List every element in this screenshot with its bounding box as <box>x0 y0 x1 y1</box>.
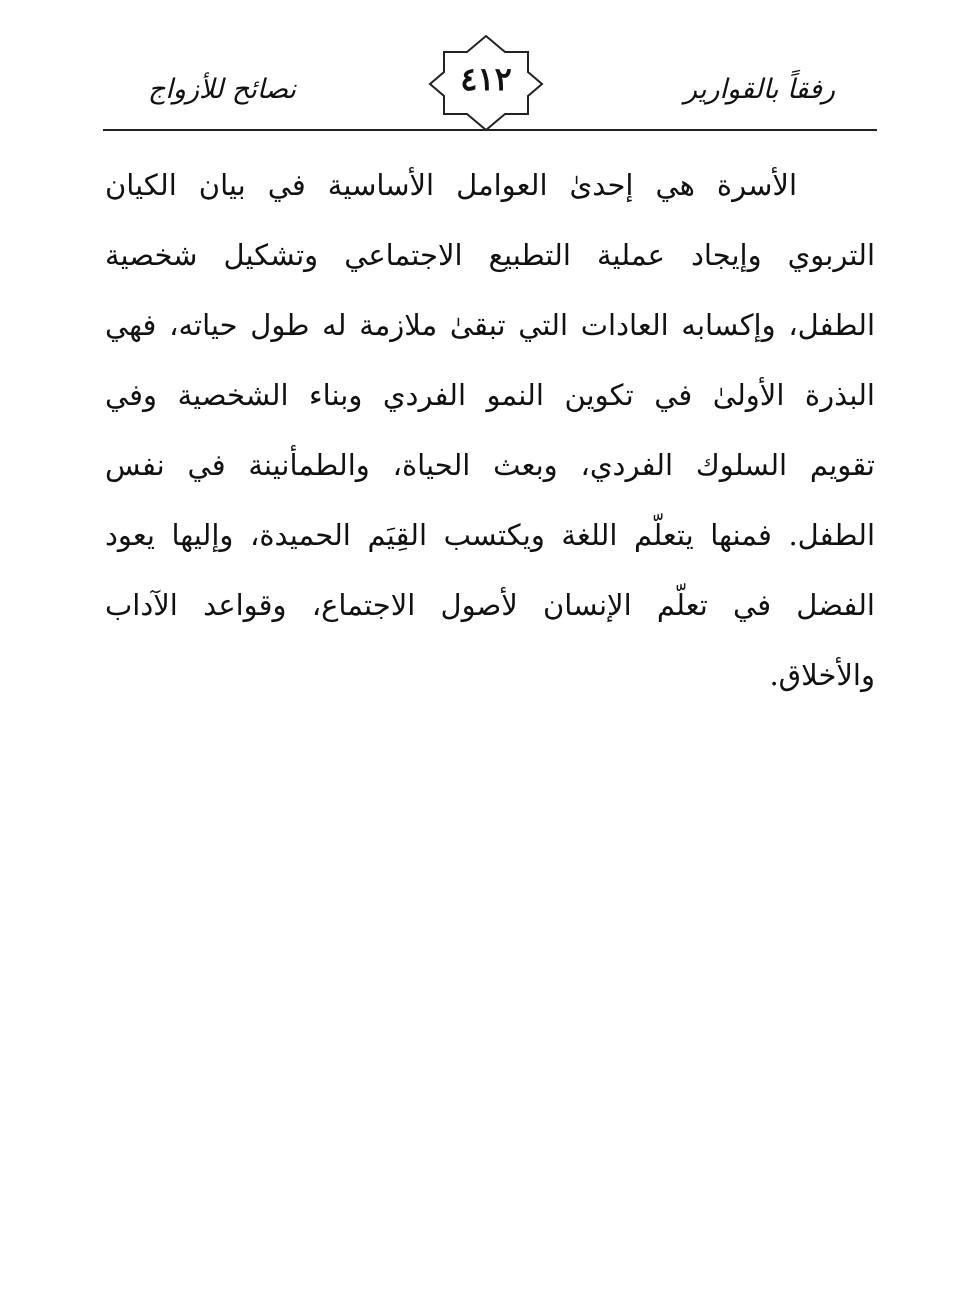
running-header-book-title: رفقاً بالقوارير <box>684 74 835 105</box>
body-paragraph-block <box>105 150 875 710</box>
page-number: ٤١٢ <box>460 60 512 98</box>
header-divider <box>103 129 877 131</box>
page-number-badge <box>428 34 544 132</box>
body-paragraph: الأسرة هي إحدىٰ العوامل الأساسية في بيان الكيان التربوي وإيجاد عملية التطبيع الاجتماعي وتشكيل شخصية الطفل، وإكسابه العادات التي تبقىٰ ملازمة له طول حياته، فهي البذرة الأولىٰ في تكوين النمو الفردي وبناء الشخصية وفي تقويم السلوك الفردي، وبعث الحياة، والطمأنينة في نفس الطفل. فمنها يتعلّم اللغة ويكتسب القِيَم الحميدة، وإليها يعود الفضل في تعلّم الإنسان لأصول الاجتماع، وقواعد الآداب والأخلاق. <box>105 168 875 692</box>
running-header-section-title: نصائح للأزواج <box>148 74 297 105</box>
